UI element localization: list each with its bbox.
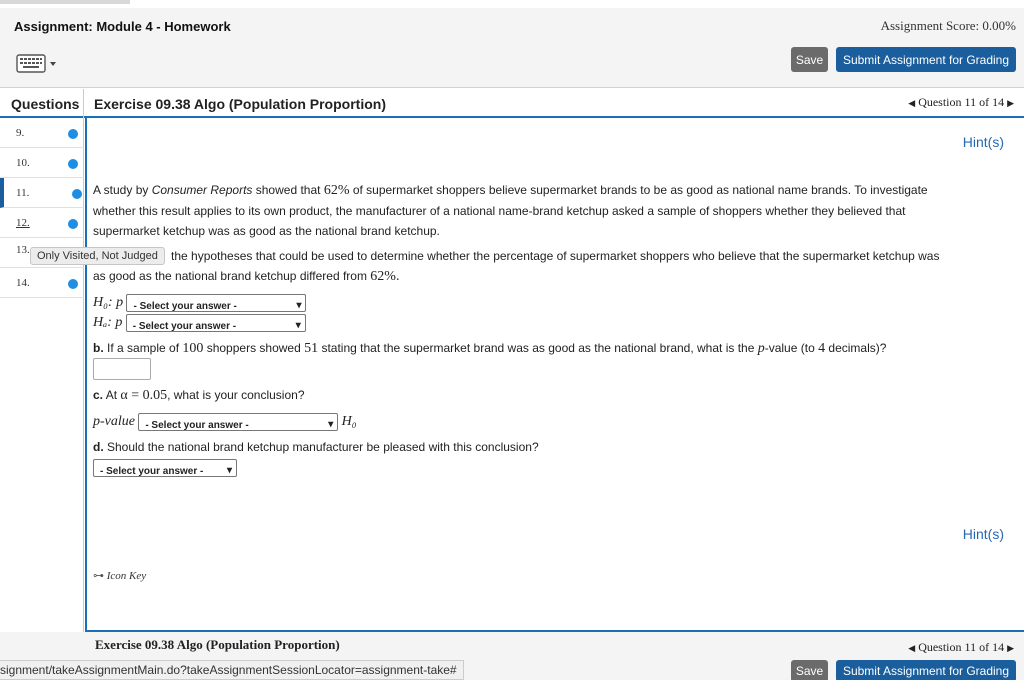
part-a-text: the hypotheses that could be used to determine whether the percentage of supermarket shoppers who believe that the supermarket ketchup was (171, 249, 940, 263)
answered-dot-icon (68, 219, 78, 229)
part-d-row (93, 457, 1018, 477)
hint-link-bottom[interactable]: Hint(s) (962, 526, 1004, 542)
footer-question-navigator: ◀ Question 11 of 14 ▶ (908, 640, 1014, 654)
question-navigator (908, 95, 1014, 110)
pvalue-label: p-value (93, 414, 135, 429)
next-question-icon[interactable]: ▶ (1007, 98, 1014, 108)
question-number: 11. (16, 187, 30, 199)
answered-dot-icon (68, 279, 78, 289)
assignment-header (0, 8, 1024, 88)
assignment-title: Assignment: Module 4 - Homework (14, 19, 231, 34)
pleased-select[interactable]: - Select your answer - ▾ (93, 459, 237, 477)
hint-link[interactable]: Hint(s) (962, 134, 1004, 150)
conclusion-select[interactable]: - Select your answer - ▾ (138, 413, 338, 431)
chevron-down-icon: ▾ (295, 319, 301, 331)
h0-label: H₀: p (93, 295, 124, 310)
question-item-10[interactable] (0, 148, 84, 178)
question-counter: Question 11 of 14 (918, 95, 1005, 109)
answered-dot-icon (72, 189, 82, 199)
top-strip (0, 0, 130, 4)
chevron-down-icon: ▾ (296, 299, 302, 311)
question-number: 10. (16, 157, 30, 169)
ha-row (93, 312, 1018, 333)
next-question-icon[interactable]: ▶ (1007, 643, 1014, 653)
chevron-down-icon: ▾ (328, 418, 334, 430)
part-d-text: d. Should the national brand ketchup manufacturer be pleased with this conclusion? (93, 440, 539, 454)
question-content (85, 118, 1024, 632)
p-value-input[interactable] (93, 358, 151, 380)
question-number: 9. (16, 127, 25, 139)
part-c-text: c. At α = 0.05, what is your conclusion? (93, 388, 305, 403)
footer-exercise-title: Exercise 09.38 Algo (Population Proportion) (95, 637, 340, 652)
question-item-12[interactable] (0, 208, 84, 238)
exercise-title: Exercise 09.38 Algo (Population Proportion) (94, 96, 386, 112)
part-a-text-2: as good as the national brand ketchup differed from 62%. (93, 269, 400, 284)
part-c-row (93, 411, 1018, 432)
keyboard-icon[interactable] (16, 53, 60, 75)
key-icon: ⊶ (93, 570, 104, 582)
assignment-score: Assignment Score: 0.00% (880, 18, 1016, 33)
footer-save-button[interactable]: Save (791, 660, 828, 680)
h0-row (93, 292, 1018, 313)
save-button[interactable]: Save (791, 47, 828, 72)
question-item-14[interactable] (0, 268, 84, 298)
answered-dot-icon (68, 159, 78, 169)
h0-symbol: H₀ (341, 414, 357, 429)
part-b-text: b. If a sample of 100 shoppers showed 51 stating that the supermarket brand was as good as the national brand, what is the p-value (to 4 decimals)? (93, 341, 887, 356)
question-list (0, 118, 84, 638)
prev-question-icon[interactable]: ◀ (908, 98, 916, 108)
footer-submit-button[interactable]: Submit Assignment for Grading (836, 660, 1016, 680)
question-number: 12. (16, 217, 30, 229)
questions-label: Questions (11, 96, 80, 112)
source-name: Consumer Reports (151, 183, 253, 197)
question-header (0, 89, 1024, 118)
question-item-9[interactable] (0, 118, 84, 148)
h0-select[interactable]: - Select your answer - ▾ (126, 294, 306, 312)
ha-select[interactable]: - Select your answer - ▾ (126, 314, 306, 332)
answered-dot-icon (68, 129, 78, 139)
submit-assignment-button[interactable]: Submit Assignment for Grading (836, 47, 1016, 72)
ha-label: Hₐ: p (93, 315, 123, 330)
status-url-bar: signment/takeAssignmentMain.do?takeAssignmentSessionLocator=assignment-take# (0, 660, 464, 680)
prev-question-icon[interactable]: ◀ (908, 643, 916, 653)
question-number: 13. (16, 244, 30, 256)
status-tooltip: Only Visited, Not Judged (30, 247, 165, 265)
icon-key[interactable]: ⊶ Icon Key (93, 570, 147, 582)
question-number: 14. (16, 277, 30, 289)
question-item-11[interactable] (0, 178, 84, 208)
chevron-down-icon: ▾ (226, 464, 232, 476)
problem-intro: A study by Consumer Reports showed that 62% of supermarket shoppers believe supermarket brands to be as good as national name brands. To investigate whether this result applies to its own product, the manufacturer of a national name-brand ketchup asked a sample of shoppers whether they believed that supermarket ketchup was as good as the national brand ketchup. (93, 183, 928, 238)
